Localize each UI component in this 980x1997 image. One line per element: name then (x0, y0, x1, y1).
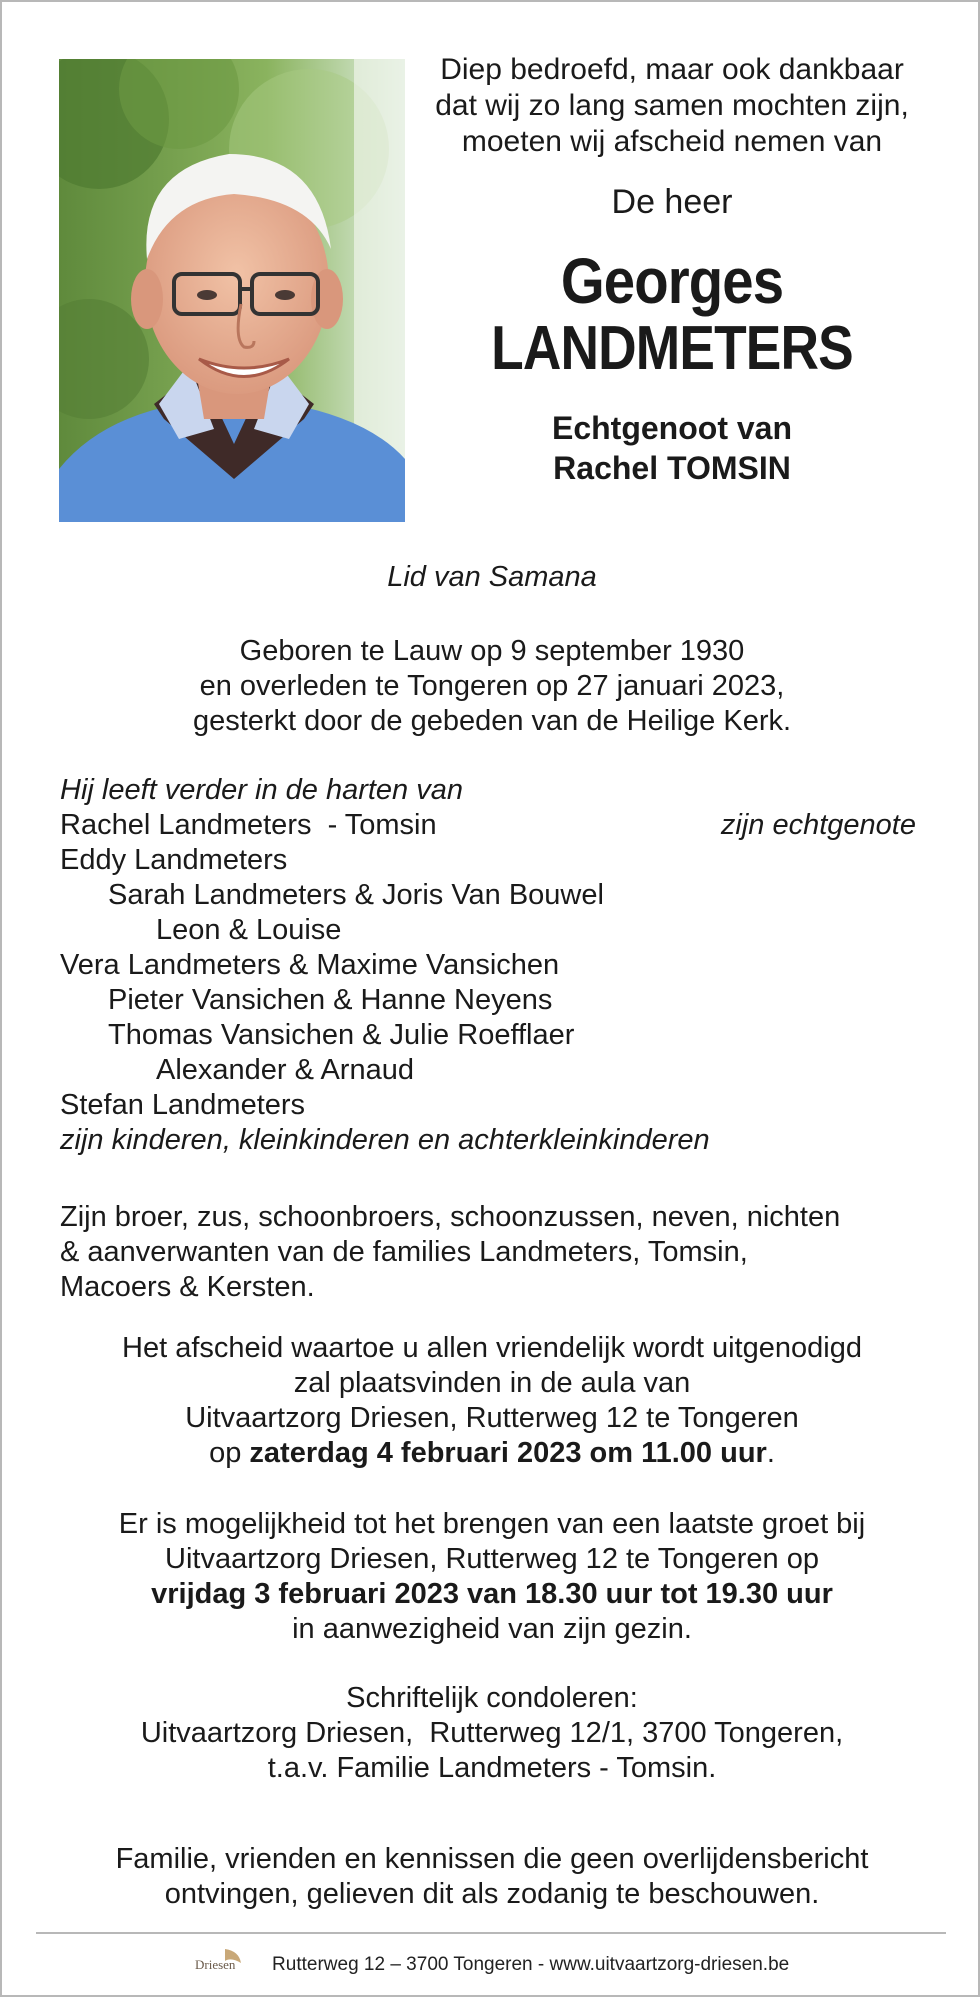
condolence-line: t.a.v. Familie Landmeters - Tomsin. (267, 1752, 717, 1784)
family-member: Pieter Vansichen & Hanne Neyens (108, 984, 553, 1016)
intro-line: Diep bedroefd, maar ook dankbaar (440, 53, 904, 86)
spouse-line: Rachel TOMSIN (553, 450, 791, 486)
ceremony-line: Uitvaartzorg Driesen, Rutterweg 12 te Tongeren (185, 1402, 799, 1434)
relatives-line: Macoers & Kersten. (60, 1271, 315, 1303)
birth-death-info (42, 634, 942, 739)
deceased-first-name: Georges (560, 245, 784, 317)
birth-death-line: gesterkt door de gebeden van de Heilige Kerk. (192, 705, 792, 737)
visitation-line: Uitvaartzorg Driesen, Rutterweg 12 te Tongeren op (165, 1543, 819, 1575)
family-member: Sarah Landmeters & Joris Van Bouwel (108, 879, 604, 911)
closing-line: Familie, vrienden en kennissen die geen overlijdensbericht (115, 1843, 869, 1875)
ceremony-line: zal plaatsvinden in de aula van (293, 1367, 691, 1399)
portrait-photo (59, 59, 405, 522)
ceremony-date: zaterdag 4 februari 2023 om 11.00 uur (249, 1437, 767, 1469)
family-list (60, 773, 940, 1158)
family-intro: Hij leeft verder in de harten van (60, 774, 463, 806)
ceremony-prefix: op (209, 1437, 250, 1469)
membership: Lid van Samana (387, 561, 597, 593)
family-members (60, 843, 940, 1123)
family-member: Thomas Vansichen & Julie Roefflaer (108, 1019, 575, 1051)
visitation-line: Er is mogelijkheid tot het brengen van een laatste groet bij (118, 1508, 866, 1540)
closing-line: ontvingen, gelieven dit als zodanig te beschouwen. (164, 1878, 820, 1910)
family-spouse-role: zijn echtgenote (720, 809, 916, 841)
spouse-info (412, 408, 932, 488)
family-member: Stefan Landmeters (60, 1089, 306, 1121)
relatives-text (60, 1200, 940, 1305)
intro-line: dat wij zo lang samen mochten zijn, (435, 89, 909, 122)
footer-divider (36, 1932, 946, 1934)
relatives-line: Zijn broer, zus, schoonbroers, schoonzussen, neven, nichten (60, 1201, 841, 1233)
portrait-illustration (59, 59, 405, 522)
condolence-line: Schriftelijk condoleren: (346, 1682, 638, 1714)
ceremony-line: Het afscheid waartoe u allen vriendelijk wordt uitgenodigd (122, 1332, 862, 1364)
visitation-date: vrijdag 3 februari 2023 van 18.30 uur tot 19.30 uur (151, 1578, 833, 1610)
ceremony-info (42, 1331, 942, 1471)
relatives-line: & aanverwanten van de families Landmeters, Tomsin, (60, 1236, 748, 1268)
driesen-logo (195, 1947, 251, 1983)
condolence-info (42, 1681, 942, 1786)
intro-line: moeten wij afscheid nemen van (461, 125, 883, 158)
footer-address: Rutterweg 12 – 3700 Tongeren - www.uitvaartzorg-driesen.be (272, 1954, 790, 1975)
family-member: Alexander & Arnaud (156, 1054, 414, 1086)
logo-text: Driesen (194, 1957, 236, 1972)
family-member: Eddy Landmeters (60, 844, 288, 876)
ceremony-suffix: . (766, 1437, 775, 1469)
spouse-line: Echtgenoot van (551, 410, 792, 446)
family-outro: zijn kinderen, kleinkinderen en achterkleinkinderen (60, 1124, 710, 1156)
visitation-info (42, 1507, 942, 1647)
birth-death-line: Geboren te Lauw op 9 september 1930 (239, 635, 745, 667)
header-block (412, 52, 932, 488)
footer (2, 1947, 980, 1983)
closing-note (42, 1842, 942, 1912)
birth-death-line: en overleden te Tongeren op 27 januari 2023, (199, 670, 785, 702)
family-spouse-row (60, 808, 940, 843)
intro-text (412, 52, 932, 160)
family-member: Leon & Louise (156, 914, 342, 946)
condolence-line: Uitvaartzorg Driesen, Rutterweg 12/1, 3700 Tongeren, (140, 1717, 844, 1749)
family-member: Vera Landmeters & Maxime Vansichen (60, 949, 560, 981)
honorific: De heer (611, 183, 733, 221)
deceased-last-name: LANDMETERS (491, 314, 853, 383)
visitation-line: in aanwezigheid van zijn gezin. (292, 1613, 692, 1645)
family-spouse-name: Rachel Landmeters - Tomsin (60, 809, 437, 841)
ceremony-date-line (42, 1436, 942, 1471)
